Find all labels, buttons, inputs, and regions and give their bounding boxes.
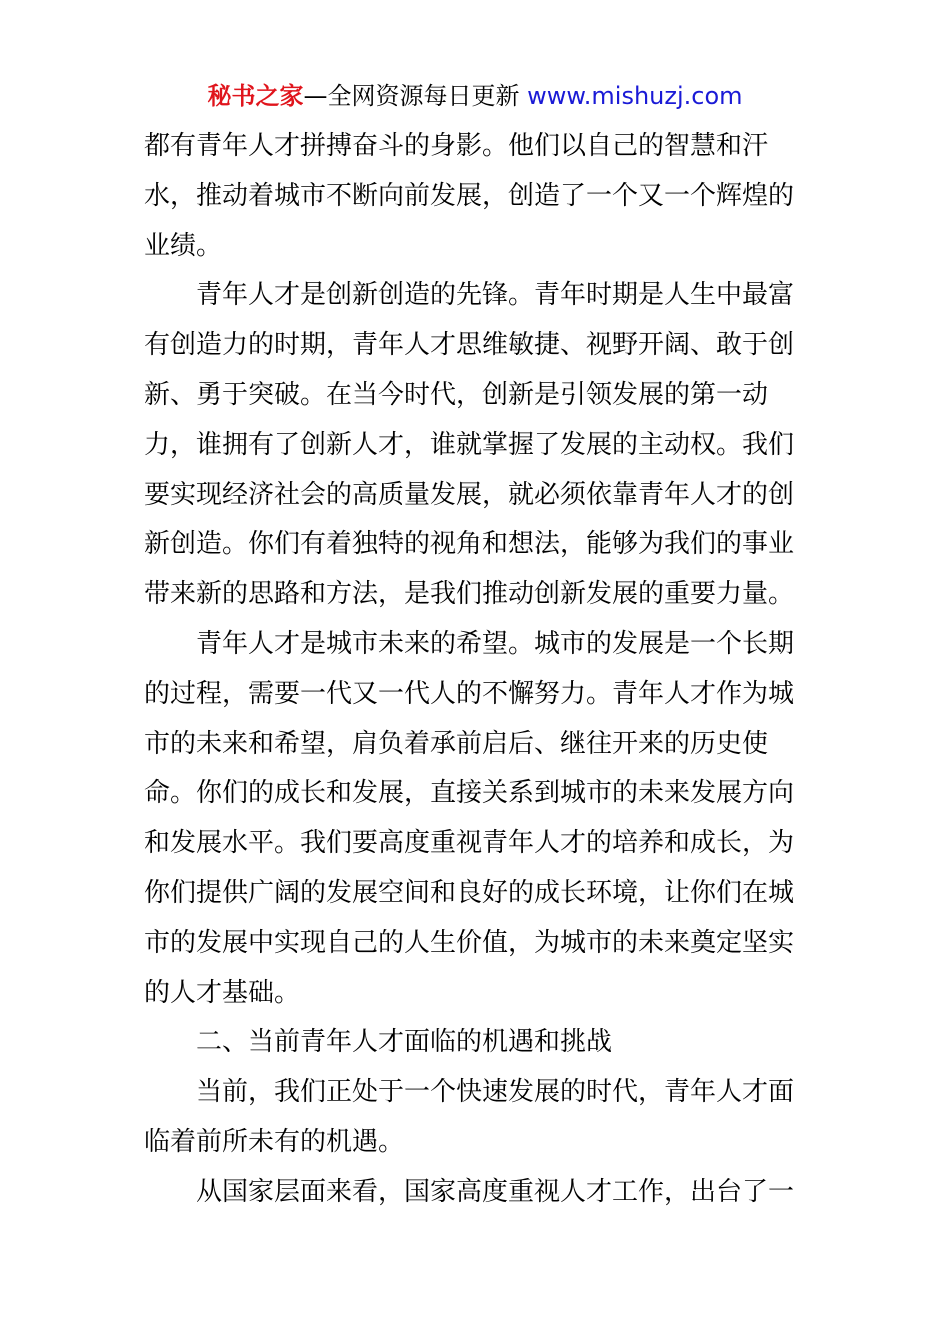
site-header <box>0 80 950 112</box>
paragraph-first-line: 从国家层面来看，国家高度重视人才工作，出台了一 <box>196 1176 795 1207</box>
text-line: 命。你们的成长和发展，直接关系到城市的未来发展方向 <box>144 778 795 809</box>
text-line: 带来新的思路和方法，是我们推动创新发展的重要力量。 <box>144 579 795 610</box>
text-line: 业绩。 <box>144 230 223 261</box>
section-heading: 二、当前青年人才面临的机遇和挑战 <box>196 1027 613 1058</box>
text-line: 你们提供广阔的发展空间和良好的成长环境，让你们在城 <box>144 877 795 908</box>
text-line: 临着前所未有的机遇。 <box>144 1126 405 1157</box>
site-url-link[interactable]: www.mishuzj.com <box>527 82 743 110</box>
text-line: 市的发展中实现自己的人生价值，为城市的未来奠定坚实 <box>144 927 795 958</box>
text-line: 水，推动着城市不断向前发展，创造了一个又一个辉煌的 <box>144 180 795 211</box>
text-line: 要实现经济社会的高质量发展，就必须依靠青年人才的创 <box>144 479 795 510</box>
text-line: 的过程，需要一代又一代人的不懈努力。青年人才作为城 <box>144 678 795 709</box>
document-body <box>144 122 814 1218</box>
text-line: 市的未来和希望，肩负着承前启后、继往开来的历史使 <box>144 728 769 759</box>
header-tagline: —全网资源每日更新 <box>303 82 528 110</box>
paragraph-first-line: 当前，我们正处于一个快速发展的时代，青年人才面 <box>196 1077 795 1108</box>
text-line: 和发展水平。我们要高度重视青年人才的培养和成长，为 <box>144 828 795 859</box>
text-line: 力，谁拥有了创新人才，谁就掌握了发展的主动权。我们 <box>144 429 795 460</box>
paragraph-first-line: 青年人才是创新创造的先锋。青年时期是人生中最富 <box>196 280 795 311</box>
paragraph-first-line: 青年人才是城市未来的希望。城市的发展是一个长期 <box>196 628 795 659</box>
text-line: 新创造。你们有着独特的视角和想法，能够为我们的事业 <box>144 529 795 560</box>
text-line: 的人才基础。 <box>144 977 301 1008</box>
brand-name: 秘书之家 <box>207 82 304 110</box>
text-line: 有创造力的时期，青年人才思维敏捷、视野开阔、敢于创 <box>144 330 795 361</box>
text-line: 新、勇于突破。在当今时代，创新是引领发展的第一动 <box>144 379 769 410</box>
text-line: 都有青年人才拼搏奋斗的身影。他们以自己的智慧和汗 <box>144 131 769 161</box>
